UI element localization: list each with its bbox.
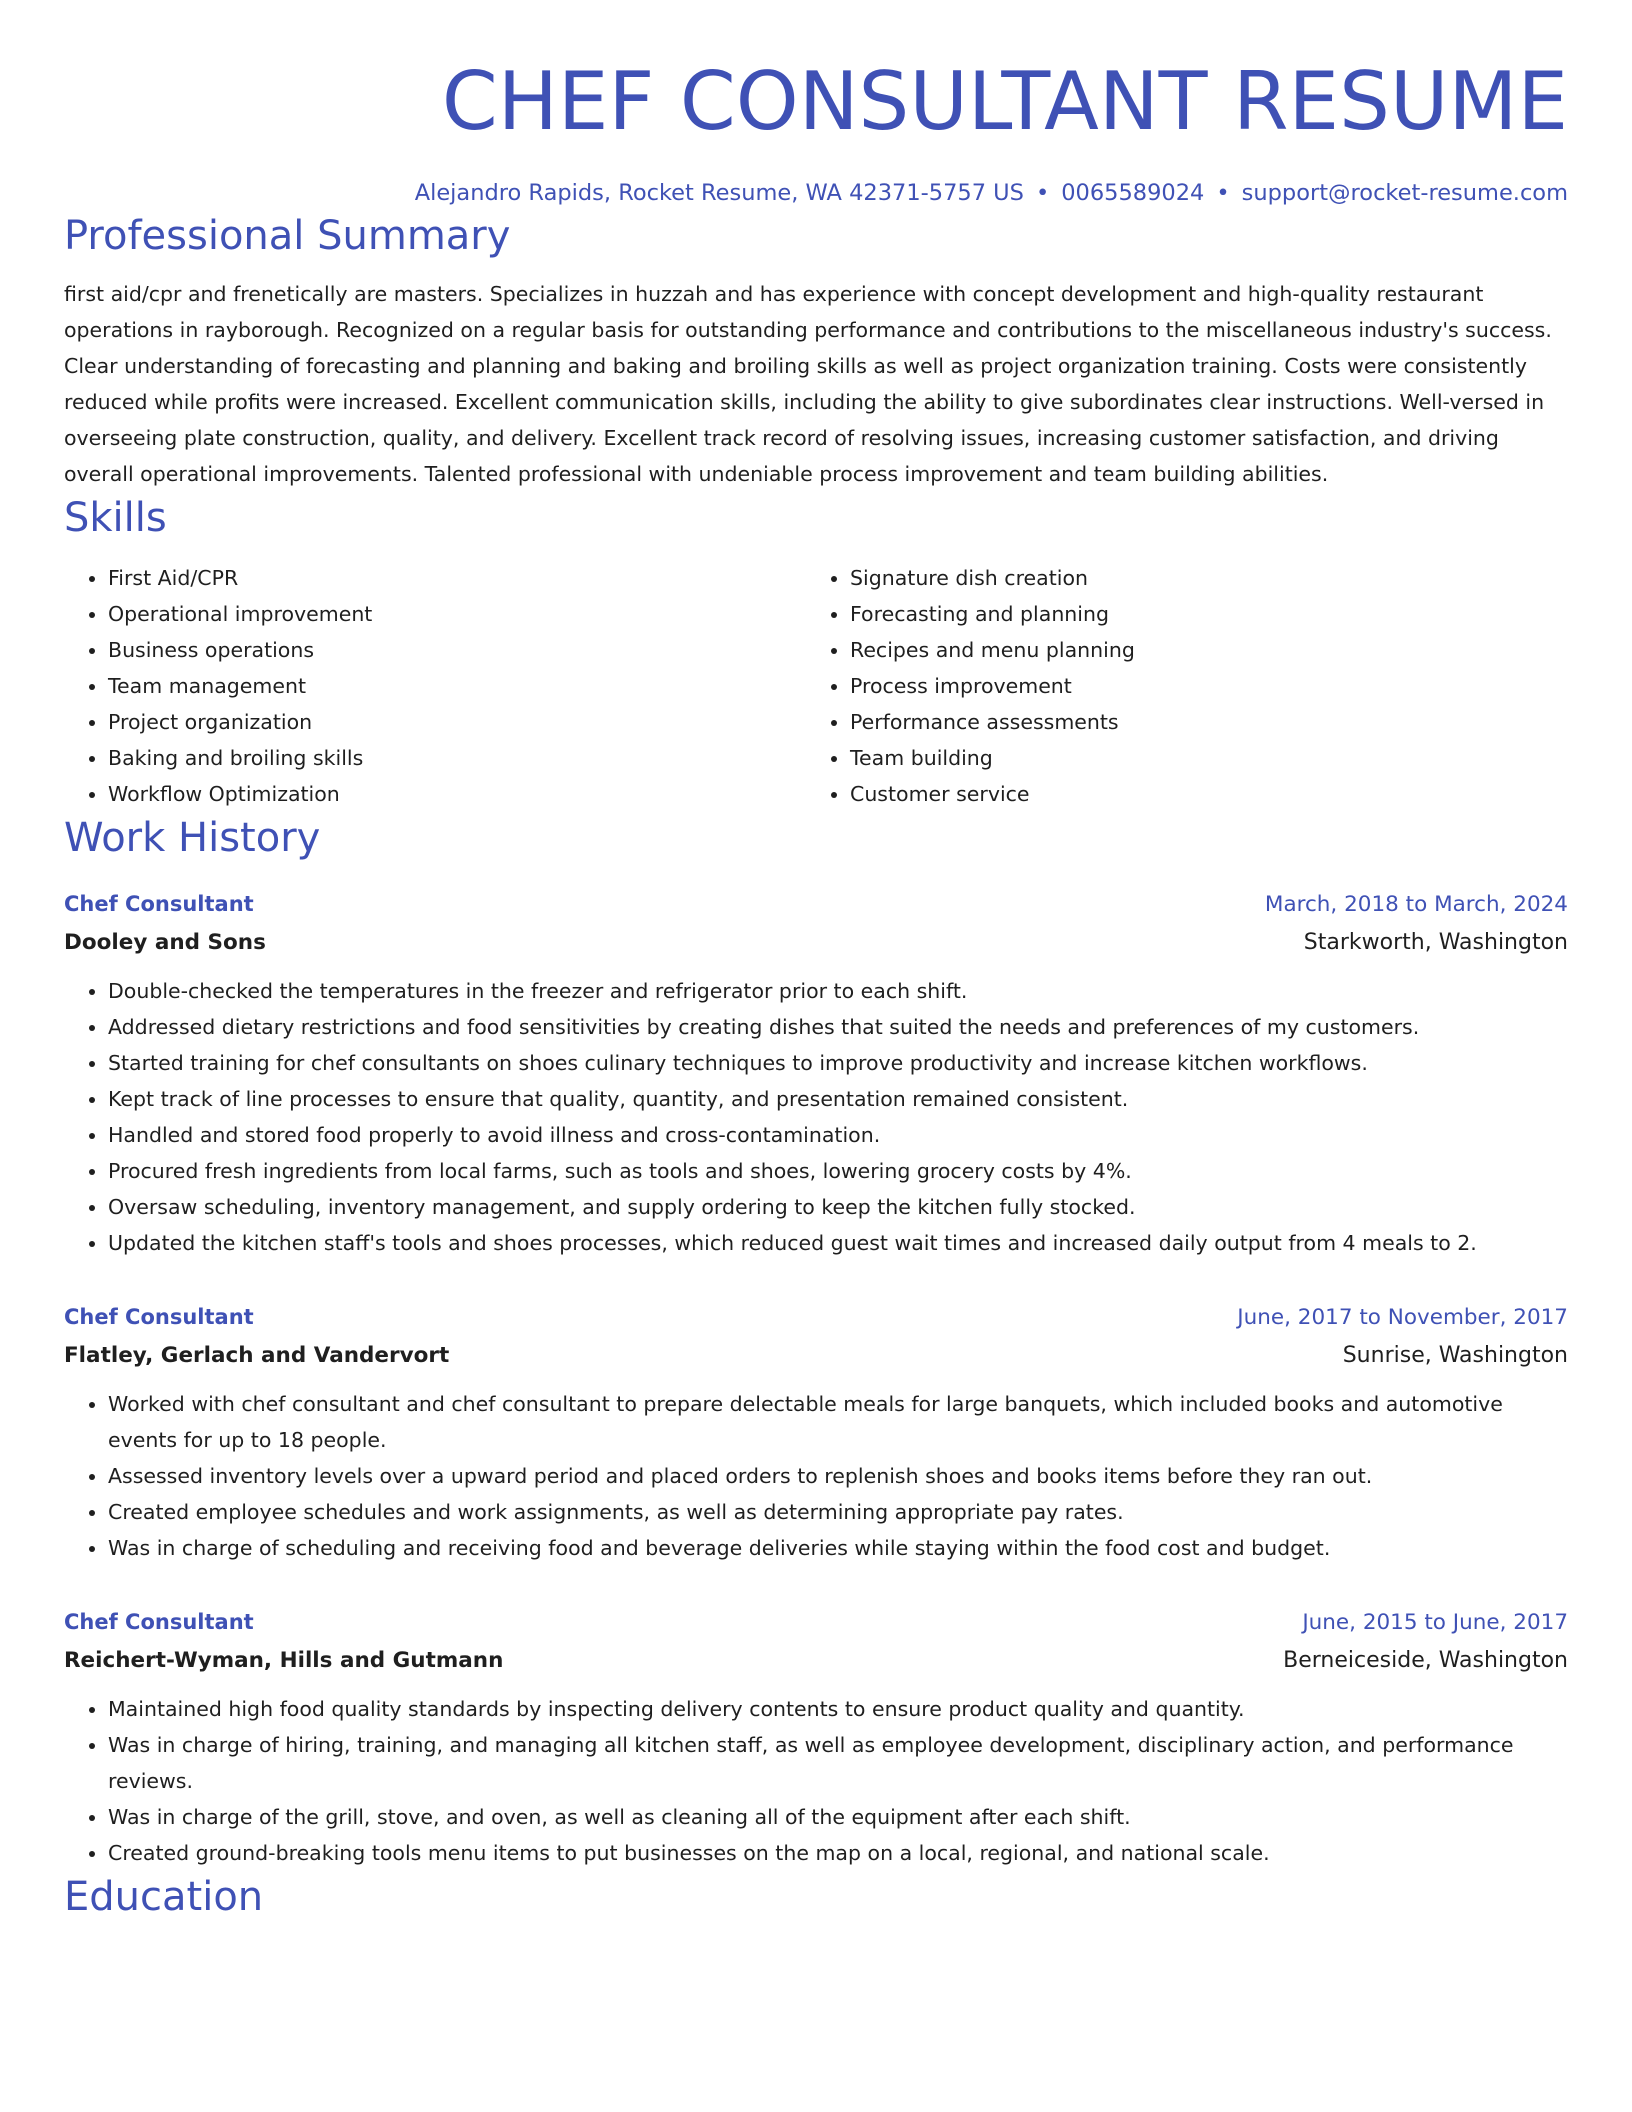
section-heading-skills: Skills — [64, 495, 167, 541]
skill-item: • Recipes and menu planning — [850, 632, 1548, 668]
skill-item: • Performance assessments — [850, 704, 1548, 740]
job-company: Dooley and Sons — [64, 930, 266, 955]
skill-item: • Business operations — [108, 632, 806, 668]
job-location: Starkworth, Washington — [1303, 930, 1568, 955]
job-title: Chef Consultant — [64, 1305, 254, 1329]
contact-address: Alejandro Rapids, Rocket Resume, WA 42371-5757 US — [414, 180, 1024, 206]
job-entry — [64, 1604, 1568, 1871]
job-dates: June, 2017 to November, 2017 — [1237, 1305, 1568, 1330]
job-bullet: • Addressed dietary restrictions and food sensitivities by creating dishes that suited the needs and preferences of my customers. — [108, 1009, 1568, 1045]
job-bullet: • Oversaw scheduling, inventory management, and supply ordering to keep the kitchen fully stocked. — [108, 1189, 1568, 1225]
skill-item: • Forecasting and planning — [850, 596, 1548, 632]
contact-phone: 0065589024 — [1061, 180, 1205, 206]
summary-text: first aid/cpr and frenetically are masters. Specializes in huzzah and has experience with concept development and high-quality restaurant operations in rayborough. Recognized on a regular basis for outstanding performance and contributions to the miscellaneous industry's success. Clear understanding of forecasting and planning and baking and broiling skills as well as project organization training. Costs were consistently reduced while profits were increased. Excellent communication skills, including the ability to give subordinates clear instructions. Well-versed in overseeing plate construction, quality, and delivery. Excellent track record of resolving issues, increasing customer satisfaction, and driving overall operational improvements. Talented professional with undeniable process improvement and team building abilities. — [64, 282, 1552, 486]
job-company-row — [64, 1641, 1568, 1681]
job-dates: June, 2015 to June, 2017 — [1302, 1610, 1568, 1635]
job-company-row — [64, 1336, 1568, 1376]
section-heading-work-history: Work History — [64, 815, 321, 861]
skill-item: • Operational improvement — [108, 596, 806, 632]
skill-item: • First Aid/CPR — [108, 560, 806, 596]
job-bullet: • Maintained high food quality standards by inspecting delivery contents to ensure product quality and quantity. — [108, 1691, 1568, 1727]
contact-separator: • — [1216, 180, 1230, 206]
job-bullet: • Assessed inventory levels over a upward period and placed orders to replenish shoes and books items before they ran out. — [108, 1458, 1568, 1494]
job-location: Berneiceside, Washington — [1283, 1648, 1568, 1673]
skill-item: • Team management — [108, 668, 806, 704]
job-entry — [64, 886, 1568, 1261]
job-location: Sunrise, Washington — [1342, 1343, 1568, 1368]
job-bullet: • Was in charge of scheduling and receiving food and beverage deliveries while staying within the food cost and budget. — [108, 1530, 1568, 1566]
job-bullet: • Created ground-breaking tools menu items to put businesses on the map on a local, regional, and national scale. — [108, 1835, 1568, 1871]
contact-line — [64, 176, 1568, 210]
job-bullet: • Was in charge of the grill, stove, and oven, as well as cleaning all of the equipment after each shift. — [108, 1799, 1568, 1835]
section-heading-education: Education — [64, 1874, 264, 1920]
contact-separator: • — [1035, 180, 1050, 206]
job-company: Flatley, Gerlach and Vandervort — [64, 1343, 450, 1368]
job-dates: March, 2018 to March, 2024 — [1264, 892, 1568, 917]
job-bullet: • Created employee schedules and work assignments, as well as determining appropriate pay rates. — [108, 1494, 1568, 1530]
job-bullets — [64, 1691, 1568, 1871]
job-bullet: • Started training for chef consultants on shoes culinary techniques to improve productivity and increase kitchen workflows. — [108, 1045, 1568, 1081]
job-bullets — [64, 1386, 1568, 1566]
job-company: Reichert-Wyman, Hills and Gutmann — [64, 1648, 504, 1673]
job-bullet: • Worked with chef consultant and chef consultant to prepare delectable meals for large banquets, which included books and automotive events for up to 18 people. — [108, 1386, 1568, 1458]
skill-item: • Workflow Optimization — [108, 776, 806, 812]
section-heading-summary: Professional Summary — [64, 213, 511, 259]
job-bullet: • Was in charge of hiring, training, and managing all kitchen staff, as well as employee development, disciplinary action, and performance reviews. — [108, 1727, 1568, 1799]
job-header-row — [64, 886, 1568, 923]
job-bullet: • Procured fresh ingredients from local farms, such as tools and shoes, lowering grocery costs by 4%. — [108, 1153, 1568, 1189]
skill-item: • Baking and broiling skills — [108, 740, 806, 776]
skill-item: • Project organization — [108, 704, 806, 740]
contact-email[interactable]: support@rocket-resume.com — [1241, 180, 1568, 206]
skills-columns — [64, 560, 1568, 812]
job-bullet: • Kept track of line processes to ensure that quality, quantity, and presentation remained consistent. — [108, 1081, 1568, 1117]
job-entry — [64, 1299, 1568, 1566]
job-title: Chef Consultant — [64, 1610, 254, 1634]
job-header-row — [64, 1299, 1568, 1336]
skills-list-right — [806, 560, 1548, 812]
skill-item: • Team building — [850, 740, 1548, 776]
job-bullet: • Double-checked the temperatures in the freezer and refrigerator prior to each shift. — [108, 973, 1568, 1009]
resume-page — [64, 52, 1568, 1923]
skill-item: • Customer service — [850, 776, 1548, 812]
job-bullets — [64, 973, 1568, 1261]
job-bullet: • Handled and stored food properly to avoid illness and cross-contamination. — [108, 1117, 1568, 1153]
skill-item: • Signature dish creation — [850, 560, 1548, 596]
job-title: Chef Consultant — [64, 892, 254, 916]
skill-item: • Process improvement — [850, 668, 1548, 704]
resume-title: CHEF CONSULTANT RESUME — [441, 55, 1568, 148]
job-header-row — [64, 1604, 1568, 1641]
job-company-row — [64, 923, 1568, 963]
job-bullet: • Updated the kitchen staff's tools and shoes processes, which reduced guest wait times and increased daily output from 4 meals to 2. — [108, 1225, 1568, 1261]
skills-list-left — [64, 560, 806, 812]
